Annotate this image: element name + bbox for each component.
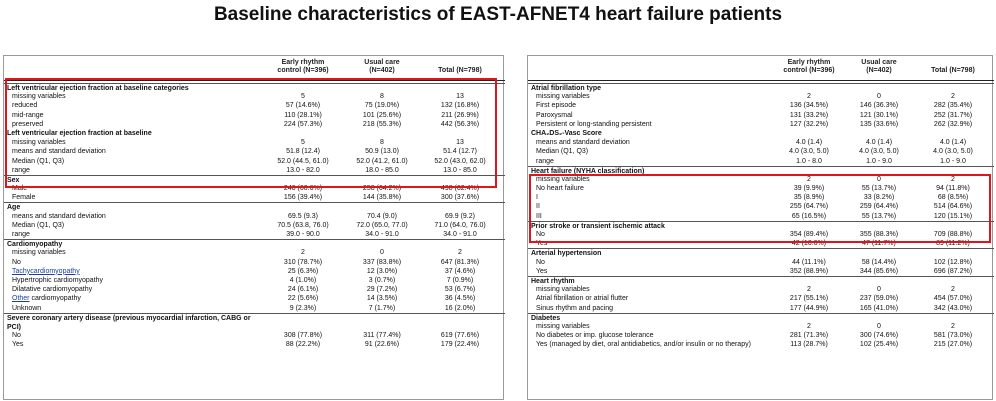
table-cell: 72.0 (65.0, 77.0) bbox=[356, 221, 408, 229]
row-label: No diabetes or imp. glucose tolerance bbox=[536, 332, 654, 340]
table-row bbox=[528, 138, 994, 147]
table-row bbox=[528, 304, 994, 313]
row-label: Severe coronary artery disease (previous myocardial infarction, CABG or PCI) bbox=[7, 314, 251, 331]
table-cell: 342 (43.0%) bbox=[933, 304, 973, 312]
table-row bbox=[528, 331, 994, 340]
table-cell: 4.0 (1.4) bbox=[865, 139, 893, 147]
table-row bbox=[528, 92, 994, 101]
table-cell: 34.0 - 91.0 bbox=[443, 231, 477, 238]
table-cell: 55 (13.7%) bbox=[861, 212, 897, 220]
table-cell: 1.0 - 9.0 bbox=[866, 157, 892, 165]
column-header-line: (N=402) bbox=[866, 67, 892, 74]
row-label: missing variables bbox=[12, 139, 66, 147]
table-row bbox=[4, 276, 505, 285]
column-header-line: Early rhythm bbox=[787, 59, 831, 66]
table-cell: 4.0 (3.0, 5.0) bbox=[859, 148, 899, 156]
row-label: means and standard deviation bbox=[12, 212, 106, 220]
row-label: Prior stroke or transient ischemic attack bbox=[531, 222, 665, 230]
row-label: No bbox=[12, 258, 21, 266]
table-row bbox=[4, 304, 505, 313]
table-cell: 127 (32.2%) bbox=[789, 120, 829, 128]
row-label: Atrial fibrillation type bbox=[531, 85, 602, 92]
table-cell: 13 bbox=[456, 139, 464, 147]
table-cell: 454 (57.0%) bbox=[933, 295, 973, 303]
column-header-line: Usual care bbox=[861, 59, 897, 66]
row-label: III bbox=[536, 212, 542, 220]
right-column-header-2 bbox=[914, 59, 992, 75]
table-cell: 696 (87.2%) bbox=[933, 267, 973, 275]
row-label: Yes (managed by diet, oral antidiabetics, and/or insulin or no therapy) bbox=[536, 341, 751, 349]
table-cell: 65 (16.5%) bbox=[791, 212, 827, 220]
table-cell: 94 (11.8%) bbox=[936, 185, 970, 193]
table-cell: 18.0 - 85.0 bbox=[365, 166, 399, 174]
table-cell: 354 (89.4%) bbox=[789, 231, 829, 238]
table-row bbox=[528, 239, 994, 248]
table-cell: 88 (22.2%) bbox=[285, 341, 321, 349]
table-cell: 355 (88.3%) bbox=[859, 231, 899, 238]
table-row bbox=[4, 258, 505, 267]
row-label: No bbox=[12, 332, 21, 340]
table-cell: 8 bbox=[380, 93, 384, 101]
table-row bbox=[4, 248, 505, 257]
column-header-line: Usual care bbox=[364, 59, 400, 66]
table-cell: 498 (62.4%) bbox=[440, 185, 480, 193]
row-label: Median (Q1, Q3) bbox=[536, 148, 589, 156]
row-label: Heart failure (NYHA classification) bbox=[531, 167, 645, 175]
row-label: missing variables bbox=[12, 249, 66, 257]
table-cell: 9 (2.3%) bbox=[289, 304, 317, 312]
table-cell: 156 (39.4%) bbox=[283, 194, 323, 202]
table-row bbox=[4, 294, 505, 303]
table-row bbox=[4, 138, 505, 147]
table-cell: 47 (11.7%) bbox=[862, 240, 896, 248]
table-cell: 34.0 - 91.0 bbox=[365, 231, 399, 238]
table-cell: 2 bbox=[951, 93, 955, 101]
table-cell: 121 (30.1%) bbox=[859, 111, 899, 119]
table-row bbox=[4, 120, 505, 129]
table-cell: 310 (78.7%) bbox=[283, 258, 323, 266]
table-cell: 514 (64.6%) bbox=[933, 203, 973, 211]
column-header-line bbox=[420, 59, 500, 67]
table-cell: 24 (6.1%) bbox=[287, 286, 319, 294]
row-label: I bbox=[536, 194, 538, 202]
table-cell: 5 bbox=[301, 93, 305, 101]
table-cell: 16 (2.0%) bbox=[444, 304, 476, 312]
table-row bbox=[528, 258, 994, 267]
row-label: Paroxysmal bbox=[536, 111, 573, 119]
table-section-header bbox=[528, 248, 994, 257]
table-section-header bbox=[4, 175, 505, 184]
page-title: Baseline characteristics of EAST-AFNET4 heart failure patients bbox=[213, 4, 783, 25]
table-cell: 33 (8.2%) bbox=[863, 194, 895, 202]
row-label: Yes bbox=[536, 240, 548, 248]
table-row bbox=[528, 193, 994, 202]
row-label: No bbox=[536, 231, 545, 238]
table-row bbox=[528, 111, 994, 120]
table-cell: 58 (14.4%) bbox=[861, 258, 897, 266]
table-cell: 55 (13.7%) bbox=[861, 185, 897, 193]
row-label: Median (Q1, Q3) bbox=[12, 157, 65, 165]
table-cell: 102 (12.8%) bbox=[933, 258, 973, 266]
table-cell: 215 (27.0%) bbox=[933, 341, 973, 349]
table-cell: 0 bbox=[877, 322, 881, 330]
table-cell: 44 (11.1%) bbox=[792, 258, 826, 266]
row-label: Median (Q1, Q3) bbox=[12, 221, 65, 229]
table-cell: 131 (33.2%) bbox=[789, 111, 829, 119]
row-label: missing variables bbox=[536, 93, 590, 101]
table-cell: 13.0 - 82.0 bbox=[286, 166, 320, 174]
table-cell: 13.0 - 85.0 bbox=[443, 166, 477, 174]
table-cell: 29 (7.2%) bbox=[366, 286, 398, 294]
table-cell: 14 (3.5%) bbox=[366, 295, 398, 303]
row-label: missing variables bbox=[536, 322, 590, 330]
table-cell: 0 bbox=[877, 175, 881, 183]
table-cell: 68 (8.5%) bbox=[937, 194, 969, 202]
row-label: Diabetes bbox=[531, 314, 561, 322]
left-column-header-0 bbox=[266, 59, 340, 75]
column-header-line: Total (N=798) bbox=[438, 67, 482, 74]
column-header-line: (N=402) bbox=[369, 67, 395, 74]
left-table-header bbox=[4, 56, 505, 81]
table-cell: 0 bbox=[877, 286, 881, 294]
table-cell: 4.0 (3.0, 5.0) bbox=[789, 148, 829, 156]
table-section-header bbox=[528, 221, 994, 230]
table-cell: 2 bbox=[807, 322, 811, 330]
table-cell: 22 (5.6%) bbox=[287, 295, 319, 303]
table-cell: 2 bbox=[951, 286, 955, 294]
table-cell: 89 (11.2%) bbox=[936, 240, 970, 248]
table-cell: 136 (34.5%) bbox=[789, 102, 829, 110]
table-cell: 281 (71.3%) bbox=[789, 332, 829, 340]
table-cell: 36 (4.5%) bbox=[444, 295, 476, 303]
table-cell: 217 (55.1%) bbox=[789, 295, 829, 303]
table-cell: 52.0 (43.0, 62.0) bbox=[434, 157, 486, 165]
table-row bbox=[4, 331, 505, 340]
table-cell: 53 (6.7%) bbox=[444, 286, 476, 294]
table-cell: 52.0 (44.5, 61.0) bbox=[277, 157, 329, 165]
table-row bbox=[528, 202, 994, 211]
column-header-line bbox=[914, 59, 992, 67]
table-cell: 144 (35.8%) bbox=[362, 194, 402, 202]
table-cell: 2 bbox=[951, 175, 955, 183]
table-row bbox=[528, 340, 994, 358]
row-label: Tachycardiomyopathy bbox=[12, 267, 80, 275]
right-column-header-1 bbox=[844, 59, 914, 75]
table-row bbox=[4, 111, 505, 120]
table-cell: 240 (60.6%) bbox=[283, 185, 323, 193]
table-row bbox=[4, 92, 505, 101]
row-label: Unknown bbox=[12, 304, 42, 312]
table-cell: 57 (14.6%) bbox=[285, 102, 321, 110]
table-cell: 132 (16.8%) bbox=[440, 102, 480, 110]
table-row bbox=[4, 147, 505, 156]
table-cell: 581 (73.0%) bbox=[933, 332, 973, 340]
left-column-header-2 bbox=[420, 59, 500, 75]
row-label: Left ventricular ejection fraction at baseline categories bbox=[7, 85, 189, 92]
row-label: means and standard deviation bbox=[12, 148, 106, 156]
table-cell: 300 (74.6%) bbox=[859, 332, 899, 340]
row-label: missing variables bbox=[536, 175, 590, 183]
table-cell: 8 bbox=[380, 139, 384, 147]
table-cell: 120 (15.1%) bbox=[933, 212, 973, 220]
table-row bbox=[528, 267, 994, 276]
table-cell: 0 bbox=[877, 93, 881, 101]
table-cell: 165 (41.0%) bbox=[859, 304, 899, 312]
row-label: Cardiomyopathy bbox=[7, 241, 63, 249]
table-cell: 52.0 (41.2, 61.0) bbox=[356, 157, 408, 165]
row-label: Yes bbox=[536, 267, 548, 275]
table-cell: 69.9 (9.2) bbox=[445, 212, 475, 220]
right-table-body bbox=[528, 83, 994, 359]
row-label: Persistent or long-standing persistent bbox=[536, 120, 652, 128]
left-column-header-1 bbox=[342, 59, 422, 75]
row-label: range bbox=[12, 231, 30, 238]
row-label: Heart rhythm bbox=[531, 277, 575, 285]
table-cell: 101 (25.6%) bbox=[362, 111, 402, 119]
table-row bbox=[528, 285, 994, 294]
table-row bbox=[4, 166, 505, 175]
table-row bbox=[528, 294, 994, 303]
row-label: range bbox=[12, 166, 30, 174]
table-cell: 91 (22.6%) bbox=[364, 341, 400, 349]
table-cell: 218 (55.3%) bbox=[362, 120, 402, 128]
row-label: Sinus rhythm and pacing bbox=[536, 304, 614, 312]
table-cell: 7 (1.7%) bbox=[368, 304, 396, 312]
table-row bbox=[4, 157, 505, 166]
table-section-header bbox=[4, 83, 505, 92]
table-cell: 5 bbox=[301, 139, 305, 147]
table-cell: 352 (88.9%) bbox=[789, 267, 829, 275]
table-cell: 1.0 - 9.0 bbox=[940, 157, 966, 165]
table-row bbox=[528, 157, 994, 166]
table-row bbox=[528, 147, 994, 156]
table-cell: 2 bbox=[807, 286, 811, 294]
row-label: missing variables bbox=[536, 286, 590, 294]
table-cell: 4 (1.0%) bbox=[289, 276, 317, 284]
table-cell: 179 (22.4%) bbox=[440, 341, 480, 349]
table-cell: 39 (9.9%) bbox=[793, 185, 825, 193]
table-cell: 51.8 (12.4) bbox=[286, 148, 320, 156]
table-cell: 224 (57.3%) bbox=[283, 120, 323, 128]
table-cell: 42 (10.6%) bbox=[791, 240, 827, 248]
right-column-header-0 bbox=[771, 59, 847, 75]
row-label: Age bbox=[7, 204, 21, 212]
row-label: Left ventricular ejection fraction at baseline bbox=[7, 129, 152, 137]
table-row bbox=[528, 212, 994, 221]
table-cell: 259 (64.4%) bbox=[859, 203, 899, 211]
table-section-header bbox=[528, 276, 994, 285]
row-label: Atrial fibrillation or atrial flutter bbox=[536, 295, 629, 303]
row-label: No bbox=[536, 258, 545, 266]
table-row bbox=[528, 230, 994, 239]
table-row bbox=[4, 340, 505, 349]
table-section-header bbox=[528, 83, 994, 92]
table-cell: 7 (0.9%) bbox=[446, 276, 474, 284]
row-label: means and standard deviation bbox=[536, 139, 630, 147]
table-cell: 146 (36.3%) bbox=[859, 102, 899, 110]
column-header-line: control (N=396) bbox=[783, 67, 835, 74]
table-cell: 4.0 (3.0, 5.0) bbox=[933, 148, 973, 156]
table-cell: 1.0 - 8.0 bbox=[796, 157, 822, 165]
table-cell: 211 (26.9%) bbox=[441, 111, 479, 119]
column-header-line: control (N=396) bbox=[277, 67, 329, 74]
table-row bbox=[4, 230, 505, 239]
table-cell: 135 (33.6%) bbox=[859, 120, 899, 128]
row-label: Sex bbox=[7, 176, 20, 184]
table-section-header bbox=[4, 313, 505, 331]
table-cell: 2 bbox=[301, 249, 305, 257]
right-table-header bbox=[528, 56, 994, 81]
table-cell: 4.0 (1.4) bbox=[939, 139, 967, 147]
table-cell: 258 (64.2%) bbox=[362, 185, 402, 193]
table-cell: 35 (8.9%) bbox=[793, 194, 825, 202]
table-cell: 3 (0.7%) bbox=[368, 276, 396, 284]
table-cell: 50.9 (13.0) bbox=[365, 148, 399, 156]
table-cell: 39.0 - 90.0 bbox=[286, 231, 320, 238]
table-row bbox=[528, 175, 994, 184]
table-cell: 177 (44.9%) bbox=[789, 304, 829, 312]
table-cell: 252 (31.7%) bbox=[933, 111, 973, 119]
table-cell: 311 (77.4%) bbox=[363, 332, 401, 340]
table-cell: 2 bbox=[807, 93, 811, 101]
table-row bbox=[4, 285, 505, 294]
table-row bbox=[4, 101, 505, 110]
table-cell: 308 (77.8%) bbox=[283, 332, 323, 340]
table-section-header bbox=[528, 129, 994, 138]
table-cell: 110 (28.1%) bbox=[284, 111, 322, 119]
table-row bbox=[528, 101, 994, 110]
row-label: missing variables bbox=[12, 93, 66, 101]
table-cell: 75 (19.0%) bbox=[364, 102, 400, 110]
table-cell: 709 (88.8%) bbox=[933, 231, 973, 238]
row-label: CHA₂DS₂-Vasc Score bbox=[531, 129, 602, 137]
table-cell: 282 (35.4%) bbox=[933, 102, 973, 110]
row-label: Hypertrophic cardiomyopathy bbox=[12, 276, 104, 284]
table-section-header bbox=[4, 239, 505, 248]
row-label: preserved bbox=[12, 120, 44, 128]
row-label: mid-range bbox=[12, 111, 44, 119]
table-cell: 2 bbox=[807, 175, 811, 183]
table-cell: 619 (77.6%) bbox=[440, 332, 480, 340]
row-label: reduced bbox=[12, 102, 38, 110]
table-cell: 300 (37.6%) bbox=[440, 194, 480, 202]
table-section-header bbox=[528, 313, 994, 322]
row-label: No heart failure bbox=[536, 185, 584, 193]
table-row bbox=[4, 193, 505, 202]
row-label: Arterial hypertension bbox=[531, 250, 602, 258]
table-cell: 70.5 (63.8, 76.0) bbox=[277, 221, 329, 229]
row-label: Dilatative cardiomyopathy bbox=[12, 286, 93, 294]
row-label: range bbox=[536, 157, 554, 165]
table-cell: 647 (81.3%) bbox=[440, 258, 480, 266]
table-row bbox=[528, 184, 994, 193]
row-label: II bbox=[536, 203, 540, 211]
column-header-line: Total (N=798) bbox=[931, 67, 975, 74]
table-cell: 262 (32.9%) bbox=[933, 120, 973, 128]
left-table-body bbox=[4, 83, 505, 349]
table-cell: 70.4 (9.0) bbox=[367, 212, 397, 220]
table-cell: 344 (85.6%) bbox=[859, 267, 899, 275]
table-row bbox=[4, 267, 505, 276]
column-header-line: Early rhythm bbox=[281, 59, 325, 66]
table-cell: 337 (83.8%) bbox=[362, 258, 402, 266]
table-cell: 71.0 (64.0, 76.0) bbox=[434, 221, 486, 229]
table-section-header bbox=[528, 166, 994, 175]
table-cell: 113 (28.7%) bbox=[790, 341, 828, 349]
table-cell: 69.5 (9.3) bbox=[288, 212, 318, 220]
table-section-header bbox=[4, 129, 505, 138]
table-row bbox=[528, 120, 994, 129]
table-row bbox=[4, 212, 505, 221]
table-section-header bbox=[4, 202, 505, 211]
table-cell: 37 (4.6%) bbox=[444, 267, 476, 275]
table-cell: 102 (25.4%) bbox=[859, 341, 899, 349]
table-cell: 2 bbox=[458, 249, 462, 257]
right-table-panel bbox=[527, 55, 993, 400]
table-row bbox=[4, 221, 505, 230]
table-cell: 4.0 (1.4) bbox=[795, 139, 823, 147]
row-label: Female bbox=[12, 194, 36, 202]
table-row bbox=[528, 322, 994, 331]
table-cell: 25 (6.3%) bbox=[287, 267, 319, 275]
table-row bbox=[4, 184, 505, 193]
row-label: Yes bbox=[12, 341, 24, 349]
table-cell: 255 (64.7%) bbox=[789, 203, 829, 211]
table-cell: 13 bbox=[456, 93, 464, 101]
row-label: First episode bbox=[536, 102, 577, 110]
left-table-panel bbox=[3, 55, 504, 400]
table-cell: 2 bbox=[951, 322, 955, 330]
table-cell: 51.4 (12.7) bbox=[443, 148, 477, 156]
table-cell: 0 bbox=[380, 249, 384, 257]
row-label: Other cardiomyopathy bbox=[12, 295, 81, 303]
table-cell: 442 (56.3%) bbox=[440, 120, 480, 128]
table-cell: 237 (59.0%) bbox=[859, 295, 899, 303]
table-cell: 12 (3.0%) bbox=[366, 267, 398, 275]
row-label: Male bbox=[12, 185, 28, 193]
